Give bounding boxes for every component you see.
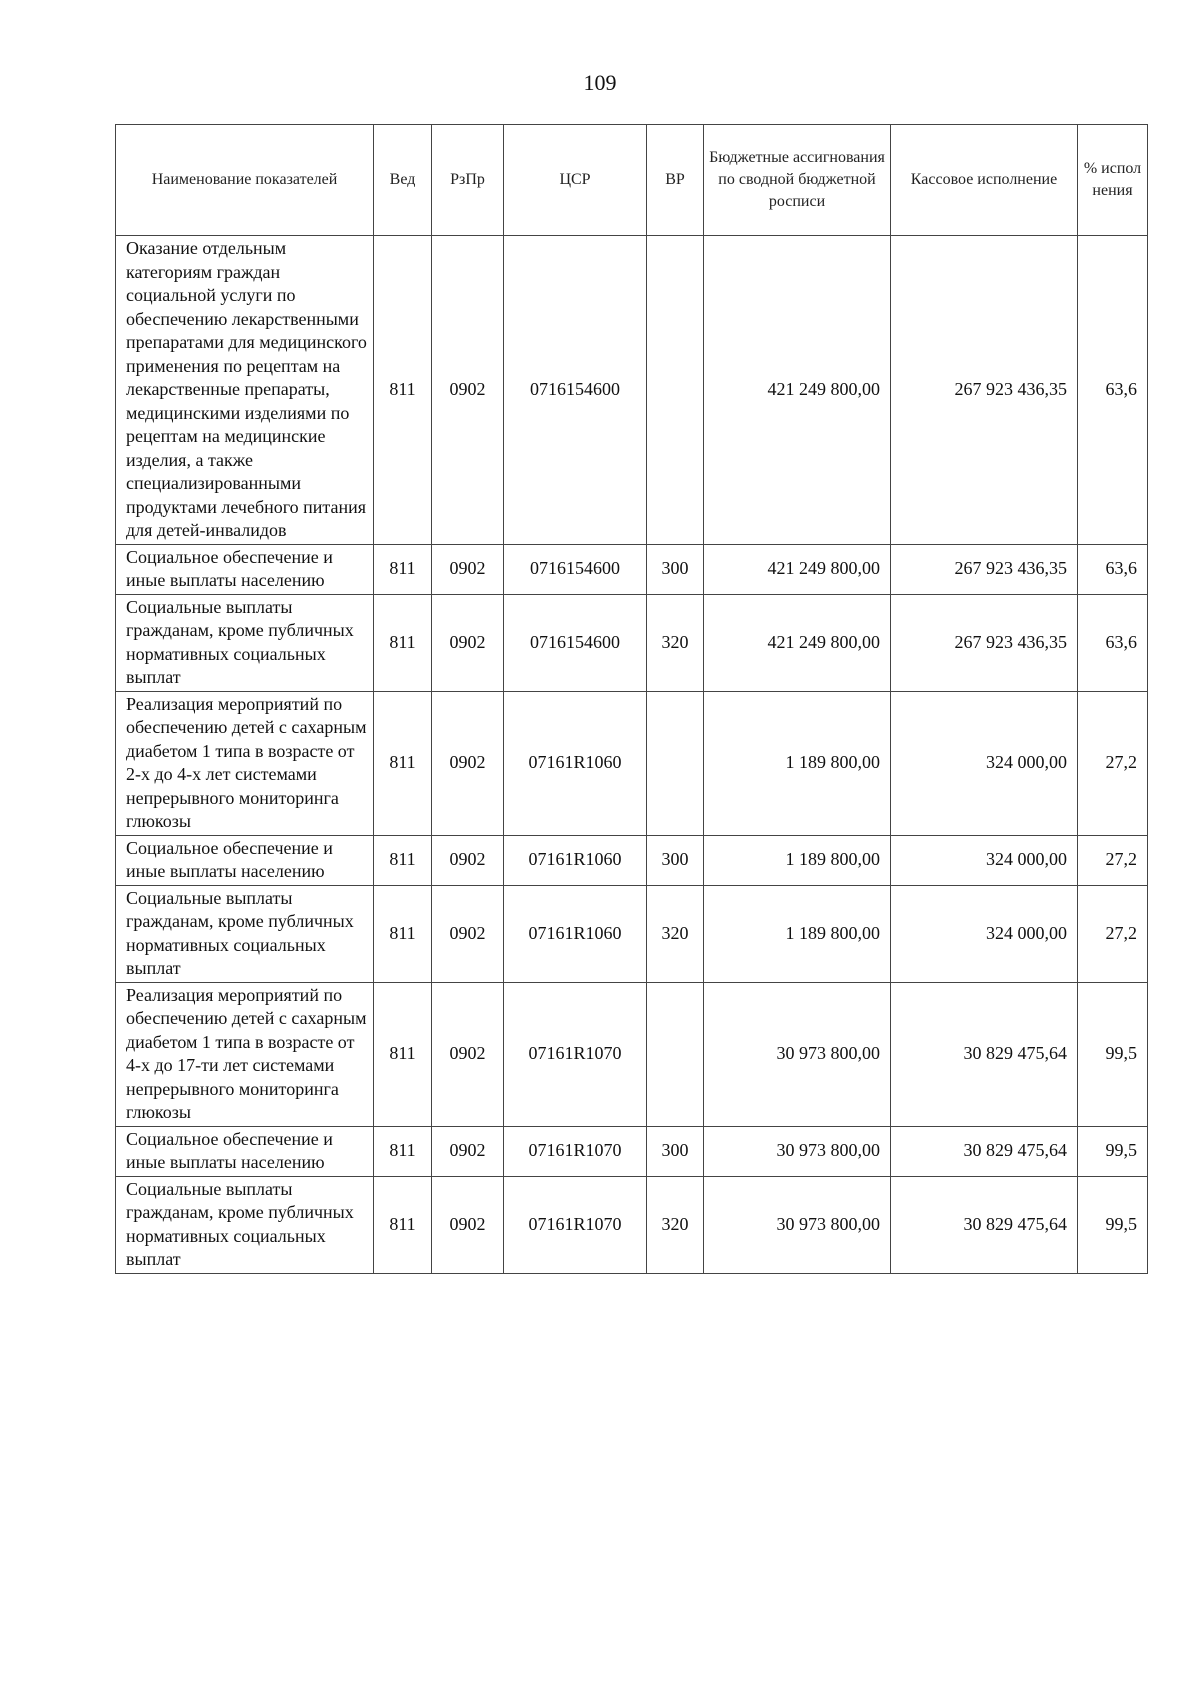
table-row — [116, 835, 1148, 885]
cell-ved: 811 — [374, 835, 432, 885]
budget-execution-table — [115, 124, 1148, 1274]
cell-budget: 421 249 800,00 — [704, 544, 891, 594]
cell-csr: 0716154600 — [504, 236, 647, 545]
table-row — [116, 691, 1148, 835]
cell-percent: 63,6 — [1078, 594, 1148, 691]
cell-cash: 267 923 436,35 — [891, 594, 1078, 691]
cell-name: Социальное обеспечение и иные выплаты населению — [116, 544, 374, 594]
cell-budget: 1 189 800,00 — [704, 691, 891, 835]
table-row — [116, 544, 1148, 594]
table-header-row — [116, 125, 1148, 236]
table-row — [116, 236, 1148, 545]
cell-name: Социальные выплаты гражданам, кроме публичных нормативных социальных выплат — [116, 1176, 374, 1273]
header-name: Наименование показателей — [116, 125, 374, 236]
cell-rzpr: 0902 — [432, 594, 504, 691]
cell-ved: 811 — [374, 594, 432, 691]
cell-vr: 300 — [647, 544, 704, 594]
cell-ved: 811 — [374, 1176, 432, 1273]
cell-rzpr: 0902 — [432, 982, 504, 1126]
cell-name: Реализация мероприятий по обеспечению детей с сахарным диабетом 1 типа в возрасте от 2-х до 4-х лет системами непрерывного мониторинга глюкозы — [116, 691, 374, 835]
cell-budget: 30 973 800,00 — [704, 1176, 891, 1273]
cell-percent: 99,5 — [1078, 1126, 1148, 1176]
cell-csr: 07161R1070 — [504, 982, 647, 1126]
cell-cash: 30 829 475,64 — [891, 1126, 1078, 1176]
header-budget-allocations: Бюджетные ассигнования по сводной бюджетной росписи — [704, 125, 891, 236]
cell-ved: 811 — [374, 982, 432, 1126]
cell-name: Реализация мероприятий по обеспечению детей с сахарным диабетом 1 типа в возрасте от 4-х до 17-ти лет системами непрерывного мониторинга глюкозы — [116, 982, 374, 1126]
cell-percent: 63,6 — [1078, 236, 1148, 545]
cell-percent: 27,2 — [1078, 835, 1148, 885]
cell-vr: 300 — [647, 835, 704, 885]
cell-budget: 421 249 800,00 — [704, 236, 891, 545]
cell-csr: 07161R1070 — [504, 1176, 647, 1273]
table-row — [116, 885, 1148, 982]
header-vr: ВР — [647, 125, 704, 236]
table-row — [116, 1176, 1148, 1273]
cell-vr: 300 — [647, 1126, 704, 1176]
cell-percent: 99,5 — [1078, 1176, 1148, 1273]
cell-csr: 07161R1070 — [504, 1126, 647, 1176]
cell-ved: 811 — [374, 544, 432, 594]
cell-rzpr: 0902 — [432, 885, 504, 982]
cell-cash: 324 000,00 — [891, 835, 1078, 885]
cell-name: Социальные выплаты гражданам, кроме публичных нормативных социальных выплат — [116, 885, 374, 982]
table-row — [116, 982, 1148, 1126]
cell-rzpr: 0902 — [432, 236, 504, 545]
page-number: 109 — [583, 70, 617, 95]
cell-name: Оказание отдельным категориям граждан социальной услуги по обеспечению лекарственными препаратами для медицинского применения по рецептам на лекарственные препараты, медицинскими изделиями по рецептам на медицинские изделия, а также специализированными продуктами лечебного питания для детей-инвалидов — [116, 236, 374, 545]
cell-percent: 27,2 — [1078, 885, 1148, 982]
cell-rzpr: 0902 — [432, 544, 504, 594]
header-csr: ЦСР — [504, 125, 647, 236]
cell-cash: 267 923 436,35 — [891, 544, 1078, 594]
table-row — [116, 1126, 1148, 1176]
cell-budget: 1 189 800,00 — [704, 885, 891, 982]
cell-cash: 324 000,00 — [891, 885, 1078, 982]
cell-name: Социальное обеспечение и иные выплаты населению — [116, 835, 374, 885]
cell-vr — [647, 691, 704, 835]
header-cash-execution: Кассовое исполнение — [891, 125, 1078, 236]
header-execution-percent: % испол нения — [1078, 125, 1148, 236]
cell-vr: 320 — [647, 594, 704, 691]
cell-ved: 811 — [374, 1126, 432, 1176]
cell-vr: 320 — [647, 885, 704, 982]
cell-cash: 267 923 436,35 — [891, 236, 1078, 545]
cell-csr: 07161R1060 — [504, 885, 647, 982]
cell-percent: 27,2 — [1078, 691, 1148, 835]
cell-ved: 811 — [374, 885, 432, 982]
cell-csr: 07161R1060 — [504, 835, 647, 885]
cell-budget: 30 973 800,00 — [704, 1126, 891, 1176]
cell-cash: 30 829 475,64 — [891, 982, 1078, 1126]
cell-vr: 320 — [647, 1176, 704, 1273]
cell-cash: 324 000,00 — [891, 691, 1078, 835]
cell-budget: 1 189 800,00 — [704, 835, 891, 885]
table-row — [116, 594, 1148, 691]
header-rzpr: РзПр — [432, 125, 504, 236]
cell-name: Социальные выплаты гражданам, кроме публичных нормативных социальных выплат — [116, 594, 374, 691]
cell-name: Социальное обеспечение и иные выплаты населению — [116, 1126, 374, 1176]
cell-rzpr: 0902 — [432, 835, 504, 885]
cell-rzpr: 0902 — [432, 1176, 504, 1273]
cell-csr: 0716154600 — [504, 544, 647, 594]
cell-percent: 99,5 — [1078, 982, 1148, 1126]
cell-percent: 63,6 — [1078, 544, 1148, 594]
cell-budget: 30 973 800,00 — [704, 982, 891, 1126]
cell-ved: 811 — [374, 236, 432, 545]
cell-budget: 421 249 800,00 — [704, 594, 891, 691]
cell-vr — [647, 982, 704, 1126]
cell-rzpr: 0902 — [432, 691, 504, 835]
cell-vr — [647, 236, 704, 545]
cell-csr: 0716154600 — [504, 594, 647, 691]
cell-csr: 07161R1060 — [504, 691, 647, 835]
cell-rzpr: 0902 — [432, 1126, 504, 1176]
cell-ved: 811 — [374, 691, 432, 835]
header-ved: Вед — [374, 125, 432, 236]
cell-cash: 30 829 475,64 — [891, 1176, 1078, 1273]
